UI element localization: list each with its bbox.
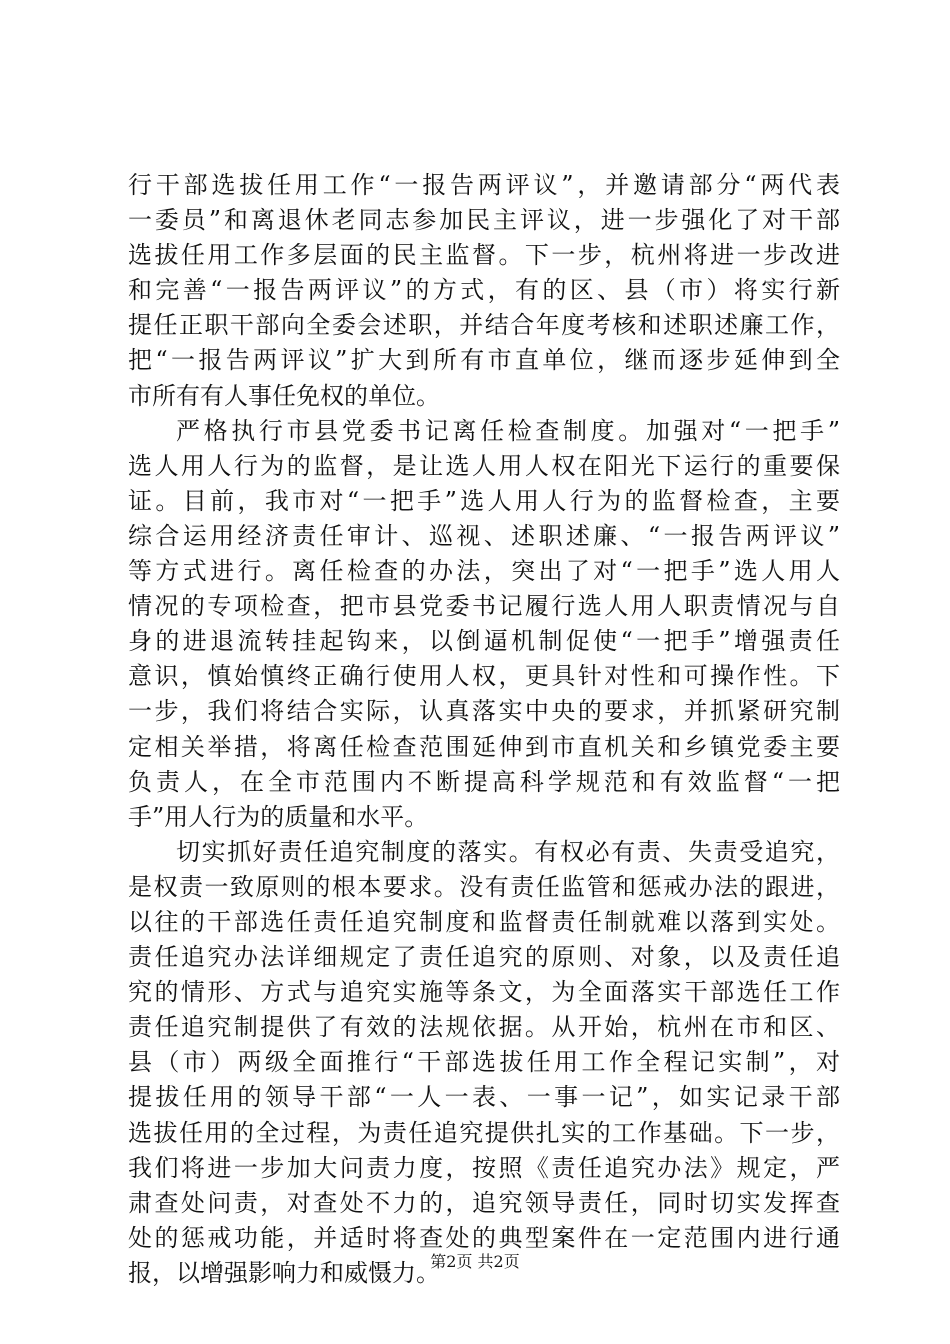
text-line: 把“一报告两评议”扩大到所有市直单位，继而逐步延伸到全 [128,346,840,375]
text-line: 肃查处问责，对查处不力的，追究领导责任，同时切实发挥查 [128,1188,840,1217]
text-line: 负责人，在全市范围内不断提高科学规范和有效监督“一把 [128,767,840,796]
text-line: 和完善“一报告两评议”的方式，有的区、县（市）将实行新 [128,276,840,305]
text-line: 责任追究制提供了有效的法规依据。从开始，杭州在市和区、 [128,1013,840,1042]
text-line: 我们将进一步加大问责力度，按照《责任追究办法》规定，严 [128,1153,840,1182]
text-line: 究的情形、方式与追究实施等条文，为全面落实干部选任工作 [128,978,840,1007]
text-line: 以往的干部选任责任追究制度和监督责任制就难以落到实处。 [128,907,840,936]
text-line: 行干部选拔任用工作“一报告两评议”，并邀请部分“两代表 [128,171,840,199]
text-line: 市所有有人事任免权的单位。 [128,381,440,410]
text-line: 提任正职干部向全委会述职，并结合年度考核和述职述廉工作， [128,311,840,340]
text-line: 定相关举措，将离任检查范围延伸到市直机关和乡镇党委主要 [128,732,840,761]
text-line: 选拔任用的全过程，为责任追究提供扎实的工作基础。下一步， [128,1118,840,1147]
text-line: 情况的专项检查，把市县党委书记履行选人用人职责情况与自 [128,592,840,621]
text-line: 选拔任用工作多层面的民主监督。下一步，杭州将进一步改进 [128,241,840,270]
paragraph-first-line: 切实抓好责任追究制度的落实。有权必有责、失责受追究， [176,837,840,866]
text-line: 身的进退流转挂起钩来，以倒逼机制促使“一把手”增强责任 [128,627,840,656]
text-line: 责任追究办法详细规定了责任追究的原则、对象，以及责任追 [128,943,840,972]
page-number-footer: 第2页 共2页 [430,1252,520,1271]
text-line: 一委员”和离退休老同志参加民主评议，进一步强化了对干部 [128,206,840,235]
text-line: 综合运用经济责任审计、巡视、述职述廉、“一报告两评议” [128,521,840,550]
text-line: 提拔任用的领导干部“一人一表、一事一记”，如实记录干部 [128,1083,840,1112]
text-line: 一步，我们将结合实际，认真落实中央的要求，并抓紧研究制 [128,697,840,726]
text-line: 报，以增强影响力和威慑力。 [128,1258,440,1287]
text-line: 等方式进行。离任检查的办法，突出了对“一把手”选人用人 [128,557,840,586]
text-line: 证。目前，我市对“一把手”选人用人行为的监督检查，主要 [128,486,840,515]
text-line: 是权责一致原则的根本要求。没有责任监管和惩戒办法的跟进， [128,872,840,901]
text-line: 手”用人行为的质量和水平。 [128,802,429,831]
text-line: 意识，慎始慎终正确行使用人权，更具针对性和可操作性。下 [128,662,840,691]
text-line: 选人用人行为的监督，是让选人用人权在阳光下运行的重要保 [128,451,840,480]
text-line: 处的惩戒功能，并适时将查处的典型案件在一定范围内进行通 [128,1223,840,1252]
body-text [128,168,840,1291]
text-line: 县（市）两级全面推行“干部选拔任用工作全程记实制”，对 [128,1048,840,1077]
paragraph-first-line: 严格执行市县党委书记离任检查制度。加强对“一把手” [176,416,840,445]
